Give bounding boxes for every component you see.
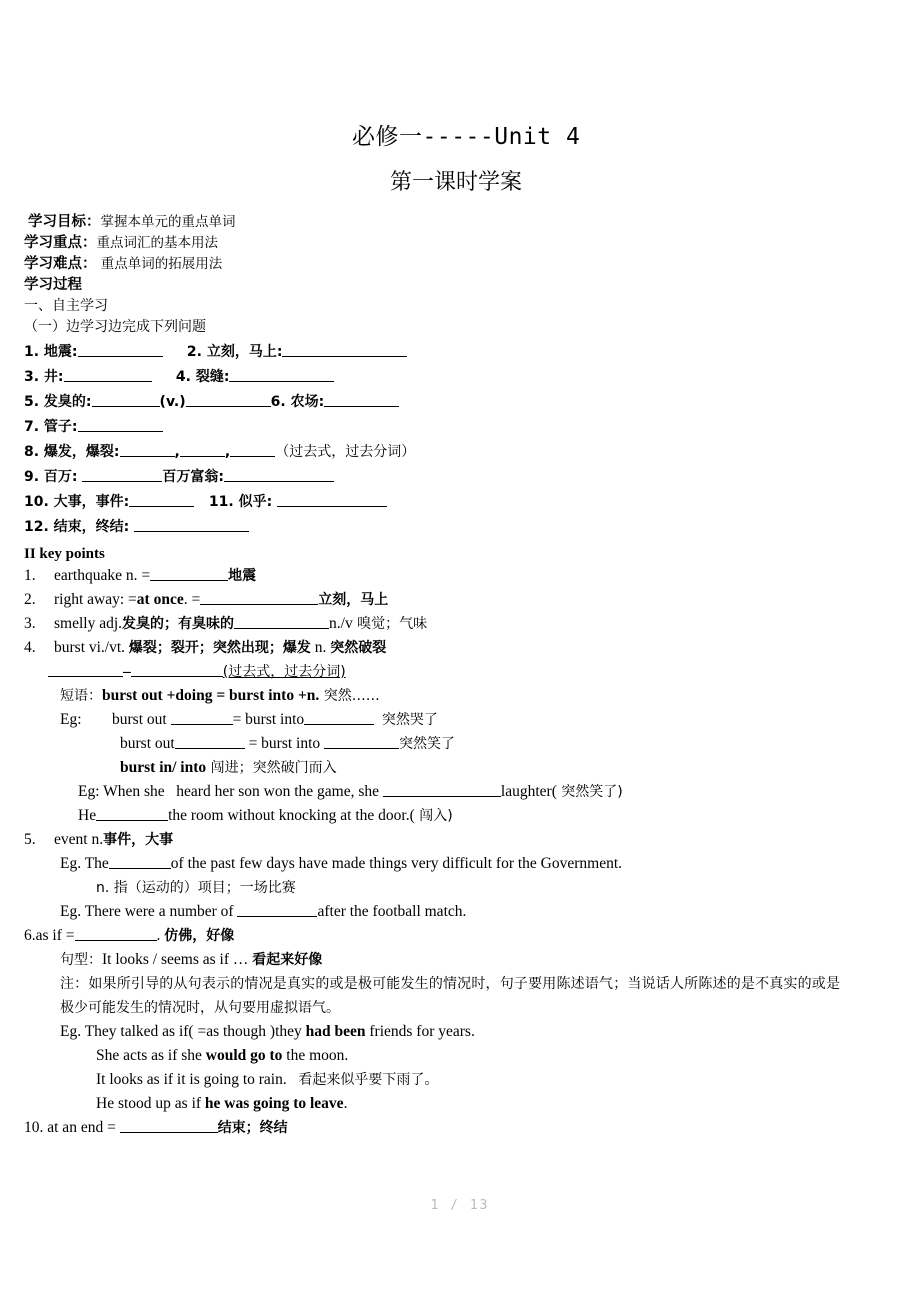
phrase-meaning: 突然…… [319, 688, 380, 704]
blank-1[interactable] [78, 343, 163, 357]
blank-4[interactable] [229, 368, 334, 382]
learning-goal-line [24, 212, 920, 233]
key-point-3-meaning: 发臭的；有臭味的 [122, 616, 235, 632]
phrase-label: 短语： [60, 688, 102, 704]
kp6-eg4-a: He stood up as if [96, 1095, 205, 1112]
key-point-6-eg3 [0, 1068, 920, 1092]
kp6-eg3-a: It looks as if it is going to rain. [96, 1071, 299, 1088]
key-point-2-meaning: 立刻，马上 [318, 592, 389, 608]
key-point-6 [0, 924, 920, 948]
page-title-sub: 第一课时学案 [390, 170, 523, 195]
blank-kp10[interactable] [120, 1119, 218, 1133]
key-point-3-number: 3. [24, 615, 36, 632]
kp6-eg2-a: She acts as if she [96, 1047, 206, 1064]
key-point-5-eg2 [0, 900, 920, 924]
key-point-5-number: 5. [24, 831, 36, 848]
kp6-eg4-bold: he was going to leave [204, 1095, 344, 1112]
key-point-2 [0, 588, 920, 612]
fill-row-5: 8. 爆发，爆裂: , , （过去式，过去分词） [24, 444, 416, 460]
eg2-meaning: 突然笑了 [399, 736, 456, 752]
key-point-6-pattern [0, 948, 920, 972]
page-title-main: 必修一-----Unit 4 [352, 124, 581, 150]
learning-difficulty-value: 重点单词的拓展用法 [96, 256, 223, 272]
blank-11[interactable] [277, 493, 387, 507]
key-point-4-forms [0, 660, 920, 684]
key-point-6-term: 6.as if = [24, 927, 75, 944]
blank-12[interactable] [134, 518, 249, 532]
eg3-text-a: Eg: When she heard her son won the game, she [78, 783, 383, 800]
page-footer [0, 1198, 920, 1213]
learning-focus-label: 学习重点： [24, 235, 97, 251]
eg4-meaning: 闯入) [414, 808, 453, 824]
blank-10[interactable] [129, 493, 194, 507]
learning-process-heading: 学习过程 [24, 277, 82, 293]
eg2-text-a: burst out [120, 735, 175, 752]
key-point-4-phrase [0, 684, 920, 708]
blank-5a[interactable] [92, 393, 160, 407]
kp6-eg2-bold: would go to [205, 1047, 283, 1064]
kp5-sub-pos-text: n. 指（运动的）项目；一场比赛 [96, 880, 296, 896]
fill-label-4: 4. 裂缝: [175, 369, 230, 385]
key-point-3-meaning-2: 嗅觉；气味 [352, 616, 428, 632]
blank-kp1[interactable] [150, 567, 228, 581]
phrase2-meaning: 闯进；突然破门而入 [206, 760, 337, 776]
key-point-3-term: smelly adj. [54, 615, 123, 632]
key-point-4-form-hint: (过去式，过去分词) [222, 664, 346, 680]
key-point-3 [0, 612, 920, 636]
phrase2-text: burst in/ into [120, 759, 207, 776]
blank-7[interactable] [78, 418, 163, 432]
eg4-text-a: He [78, 807, 97, 824]
key-point-6-eg2 [0, 1044, 920, 1068]
learning-goal-label: 学习目标： [28, 214, 101, 230]
kp6-eg2-b: the moon. [282, 1047, 349, 1064]
fill-row-1 [24, 340, 920, 365]
key-point-6-eg4 [0, 1092, 920, 1116]
blank-6[interactable] [324, 393, 399, 407]
blank-eg2b[interactable] [324, 735, 399, 749]
fill-pos-marker-5: (v.) [159, 394, 186, 410]
blank-kp4a[interactable] [48, 663, 123, 677]
fill-label-8: 8. 爆发，爆裂: [24, 444, 120, 460]
fill-hint-8: （过去式，过去分词） [275, 444, 416, 460]
blank-kp5eg1[interactable] [109, 855, 171, 869]
phrase-text: burst out +doing = burst into +n. [102, 687, 320, 704]
key-point-6-meaning: 仿佛，好像 [164, 928, 235, 944]
kp6-eg1-b: friends for years. [365, 1023, 475, 1040]
blank-9a[interactable] [82, 468, 162, 482]
key-point-4-eg2 [0, 732, 920, 756]
key-point-6-note: 注：如果所引导的从句表示的情况是真实的或是极可能发生的情况时，句子要用陈述语气；当说话人所陈述的是不真实的或是极少可能发生的情况时，从句要用虚拟语气。 [60, 976, 840, 1016]
blank-3[interactable] [64, 368, 152, 382]
key-point-4-meaning: 爆裂；裂开；突然出现；爆发 [128, 640, 311, 656]
blank-eg1a[interactable] [171, 711, 233, 725]
fill-label-10: 10. 大事，事件: [24, 494, 130, 510]
key-point-1 [0, 564, 920, 588]
learning-focus-line [24, 233, 920, 254]
objectives-block [0, 212, 920, 275]
key-point-4-phrase2 [0, 756, 920, 780]
key-point-4-meaning-2: 突然破裂 [330, 640, 387, 656]
kp6-eg1-a: Eg. They talked as if( =as though )they [60, 1023, 306, 1040]
fill-label-9b: 百万富翁: [162, 469, 225, 485]
blank-kp6[interactable] [75, 927, 157, 941]
fill-label-3: 3. 井: [24, 369, 64, 385]
key-point-4-pos: n. [310, 639, 331, 656]
blank-eg2a[interactable] [175, 735, 245, 749]
fill-label-2: 2. 立刻，马上: [186, 344, 283, 360]
blank-8c[interactable] [230, 443, 275, 457]
key-point-5-term: event n. [54, 831, 104, 848]
key-point-1-term: earthquake n. = [54, 567, 151, 584]
key-point-4-eg3 [0, 780, 920, 804]
fill-label-9: 9. 百万: [24, 469, 78, 485]
learning-difficulty-line [24, 254, 920, 275]
kp5-eg2-b: after the football match. [317, 903, 467, 920]
blank-8b[interactable] [180, 443, 225, 457]
kp6-eg4-b: . [343, 1095, 348, 1112]
key-point-2-term: right away: = [54, 591, 137, 608]
fill-in-the-blank-list [0, 340, 920, 540]
key-point-3-pos: n./v [329, 615, 353, 632]
key-point-5-eg1 [0, 852, 920, 876]
eg1-text-b: = burst into [232, 711, 305, 728]
eg-label: Eg: [60, 711, 82, 728]
blank-kp4b[interactable] [131, 663, 223, 677]
blank-kp5eg2[interactable] [237, 903, 317, 917]
blank-eg4[interactable] [96, 807, 168, 821]
key-point-1-number: 1. [24, 567, 36, 584]
key-point-5 [0, 828, 920, 852]
key-point-10 [0, 1116, 920, 1140]
key-point-10-meaning: 结束；终结 [217, 1120, 288, 1136]
pattern-label: 句型： [60, 952, 102, 968]
subsection-one-heading: （一）边学习边完成下列问题 [24, 319, 206, 335]
key-point-1-meaning: 地震 [228, 568, 257, 584]
key-point-6-eg1 [0, 1020, 920, 1044]
eg2-text-b: = burst into [248, 735, 325, 752]
key-point-4 [0, 636, 920, 660]
key-point-2-number: 2. [24, 591, 36, 608]
key-point-4-term: burst vi./vt. [54, 639, 129, 656]
pattern-meaning: 看起来好像 [252, 952, 323, 968]
key-points-heading: II key points [24, 546, 105, 562]
blank-5b[interactable] [186, 393, 271, 407]
eg4-text-b: the room without knocking at the door.( [168, 807, 415, 824]
key-point-2-sep: . = [183, 591, 201, 608]
blank-9b[interactable] [224, 468, 334, 482]
blank-kp2[interactable] [200, 591, 318, 605]
eg3-meaning: 突然笑了) [556, 784, 623, 800]
fill-label-11: 11. 似乎: [208, 494, 273, 510]
eg3-text-b: laughter( [500, 783, 557, 800]
eg1-meaning: 突然哭了 [381, 712, 438, 728]
key-point-10-term: 10. at an end = [24, 1119, 120, 1136]
fill-label-5: 5. 发臭的: [24, 394, 92, 410]
kp6-eg3-meaning: 看起来似乎要下雨了。 [298, 1072, 439, 1088]
fill-row-7 [24, 490, 920, 515]
key-point-4-dash: – [123, 663, 131, 680]
key-point-2-synonym: at once [136, 591, 184, 608]
blank-8a[interactable] [120, 443, 175, 457]
fill-row-2 [24, 365, 920, 390]
fill-label-1: 1. 地震: [24, 344, 78, 360]
learning-focus-value: 重点词汇的基本用法 [96, 235, 218, 251]
learning-difficulty-label: 学习难点： [24, 256, 97, 272]
fill-row-6 [24, 465, 920, 490]
fill-label-12: 12. 结束，终结: [24, 519, 130, 535]
fill-row-8 [24, 515, 920, 540]
kp5-eg1-a: Eg. The [60, 855, 109, 872]
learning-goal-value: 掌握本单元的重点单词 [100, 214, 236, 230]
fill-label-6: 6. 农场: [270, 394, 325, 410]
fill-row-4 [24, 415, 920, 440]
pattern-text: It looks / seems as if … [102, 951, 253, 968]
kp6-eg1-bold: had been [305, 1023, 366, 1040]
blank-eg3[interactable] [383, 783, 501, 797]
key-point-4-eg1 [0, 708, 920, 732]
key-point-5-meaning: 事件，大事 [103, 832, 174, 848]
page-number: 1 / 13 [430, 1198, 490, 1213]
blank-eg1b[interactable] [304, 711, 374, 725]
kp5-eg2-a: Eg. There were a number of [60, 903, 238, 920]
blank-kp3[interactable] [234, 615, 329, 629]
key-point-5-sub-pos [0, 876, 920, 900]
kp5-eg1-b: of the past few days have made things very difficult for the Government. [170, 855, 623, 872]
key-point-6-sep: . [156, 927, 165, 944]
fill-row-3 [24, 390, 920, 415]
fill-label-7: 7. 管子: [24, 419, 78, 435]
eg1-text-a: burst out [112, 711, 171, 728]
section-one-heading: 一、自主学习 [24, 298, 108, 314]
key-point-4-eg4 [0, 804, 920, 828]
key-point-4-number: 4. [24, 639, 36, 656]
blank-2[interactable] [282, 343, 407, 357]
